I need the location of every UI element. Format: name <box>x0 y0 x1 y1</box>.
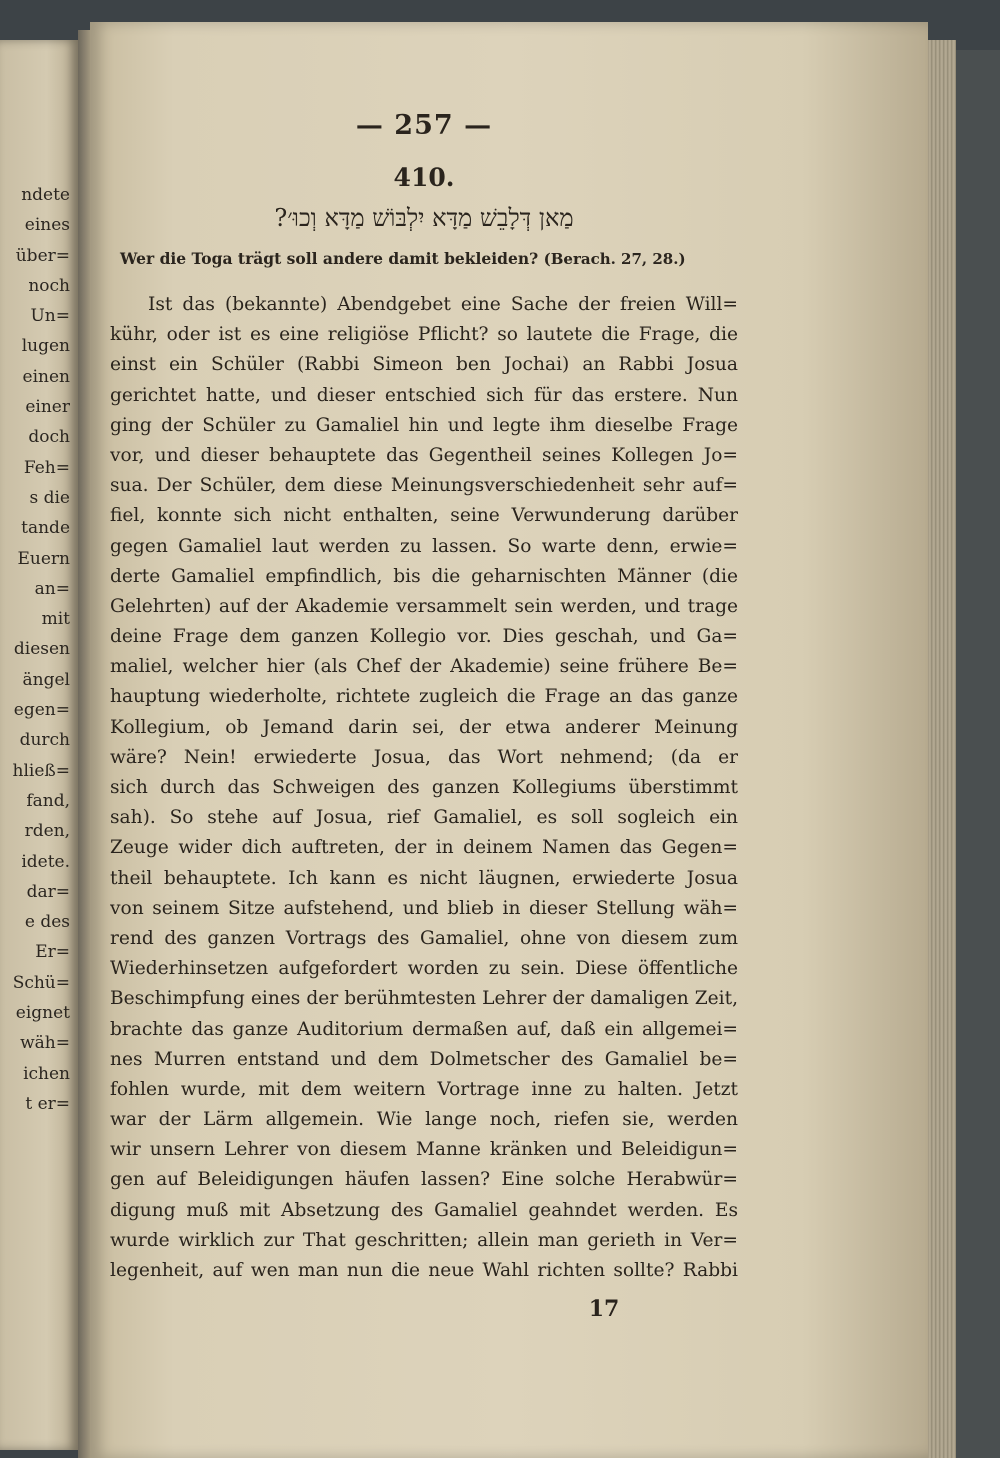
left-line: fand, <box>26 790 70 811</box>
left-page-text <box>0 180 70 1119</box>
left-line: Un= <box>30 306 70 327</box>
text-line: legenheit, auf wen man nun die neue Wahl richten sollte? Rabbi <box>110 1260 738 1281</box>
left-page <box>0 40 78 1450</box>
text-line: gegen Gamaliel laut werden zu lassen. So warte denn, erwie= <box>110 535 738 557</box>
book-cover <box>956 50 1000 1458</box>
text-line: kühr, oder ist es eine religiöse Pflicht? so lautete die Frage, die <box>110 324 738 346</box>
text-line: hauptung wiederholte, richtete zugleich die Frage an das ganze <box>110 686 738 708</box>
text-line: fiel, konnte sich nicht enthalten, seine Verwunderung darüber <box>110 505 738 527</box>
left-line: egen= <box>13 700 70 721</box>
left-line: ichen <box>23 1063 70 1084</box>
text-line: Zeuge wider dich auftreten, der in deinem Namen das Gegen= <box>110 837 738 859</box>
left-line: über= <box>15 245 70 266</box>
left-line: einen <box>22 366 70 387</box>
text-line: von seinem Sitze aufstehend, und blieb in dieser Stellung wäh= <box>110 897 738 919</box>
text-line: gen auf Beleidigungen häufen lassen? Eine solche Herabwür= <box>110 1169 738 1191</box>
hebrew-heading: מַאן דְּלָבֵשׁ מַדָּא יִלְבּוֹשׁ מַדָּא וְכוּ׳? <box>274 204 574 232</box>
text-line: maliel, welcher hier (als Chef der Akademie) seine frühere Be= <box>110 656 738 678</box>
text-line: war der Lärm allgemein. Wie lange noch, riefen sie, werden <box>110 1109 738 1131</box>
text-line: Wiederhinsetzen aufgefordert worden zu sein. Diese öffentliche <box>110 958 738 980</box>
signature-mark: 17 <box>588 1296 620 1323</box>
text-line: Beschimpfung eines der berühmtesten Lehrer der damaligen Zeit, <box>110 988 738 1010</box>
left-line: eignet <box>15 1003 70 1024</box>
left-line: einer <box>25 397 70 418</box>
left-line: dar= <box>26 881 70 902</box>
left-line: idete. <box>21 851 70 872</box>
text-line: nes Murren entstand und dem Dolmetscher des Gamaliel be= <box>110 1048 738 1070</box>
left-line: Schü= <box>12 972 70 993</box>
text-line: wir unsern Lehrer von diesem Manne kränken und Beleidigun= <box>110 1139 738 1161</box>
text-line: rend des ganzen Vortrags des Gamaliel, ohne von diesem zum <box>110 927 738 949</box>
left-line: lugen <box>21 336 70 357</box>
text-line: sich durch das Schweigen des ganzen Kollegiums überstimmt <box>110 777 738 798</box>
left-line: ängel <box>22 669 70 690</box>
question-text: Wer die Toga trägt soll andere damit bekleiden? <box>120 249 539 268</box>
text-line: Gelehrten) auf der Akademie versammelt sein werden, und trage <box>110 595 738 617</box>
text-line: ging der Schüler zu Gamaliel hin und legte ihm dieselbe Frage <box>110 414 738 436</box>
left-line: ndete <box>21 185 70 205</box>
entry-question <box>120 249 738 268</box>
left-line: doch <box>28 427 70 448</box>
left-line: mit <box>41 609 70 630</box>
text-line: Kollegium, ob Jemand darin sei, der etwa anderer Meinung <box>110 716 738 738</box>
text-line: Ist das (bekannte) Abendgebet eine Sache der freien Will= <box>148 294 738 315</box>
left-line: diesen <box>13 639 70 660</box>
text-line: brachte das ganze Auditorium dermaßen auf, daß ein allgemei= <box>110 1018 738 1040</box>
page-edges <box>928 40 956 1458</box>
entry-number: 410. <box>393 163 455 192</box>
left-line: tande <box>21 518 70 539</box>
body-text <box>110 290 738 1286</box>
left-line: Er= <box>35 942 70 963</box>
left-line: noch <box>28 275 70 296</box>
left-line: eines <box>24 215 70 236</box>
page-content <box>110 110 738 1322</box>
left-line: an= <box>34 578 70 599</box>
text-line: einst ein Schüler (Rabbi Simeon ben Jochai) an Rabbi Josua <box>110 354 738 376</box>
left-line: durch <box>19 730 70 751</box>
text-line: vor, und dieser behauptete das Gegentheil seines Kollegen Jo= <box>110 444 738 466</box>
left-line: Feh= <box>23 457 70 478</box>
text-line: fohlen wurde, mit dem weitern Vortrage inne zu halten. Jetzt <box>110 1078 738 1100</box>
text-line: sah). So stehe auf Josua, rief Gamaliel, es soll sogleich ein <box>110 807 738 829</box>
left-line: e des <box>24 912 70 933</box>
left-line: Euern <box>17 548 70 569</box>
left-line: s die <box>29 487 70 508</box>
text-line: deine Frage dem ganzen Kollegio vor. Dies geschah, und Ga= <box>110 626 738 648</box>
left-line: wäh= <box>20 1033 70 1054</box>
page-number: — 257 — <box>355 110 493 141</box>
text-line: derte Gamaliel empfindlich, bis die geharnischten Männer (die <box>110 565 738 587</box>
text-line: gerichtet hatte, und dieser entschied sich für das erstere. Nun <box>110 384 738 406</box>
left-line: rden, <box>24 821 70 842</box>
text-line: theil behauptete. Ich kann es nicht läugnen, erwiederte Josua <box>110 867 738 889</box>
talmud-reference: (Berach. 27, 28.) <box>543 250 686 268</box>
text-line: wäre? Nein! erwiederte Josua, das Wort nehmend; (da er <box>110 746 738 768</box>
text-line: sua. Der Schüler, dem diese Meinungsverschiedenheit sehr auf= <box>110 475 738 497</box>
text-line: digung muß mit Absetzung des Gamaliel geahndet werden. Es <box>110 1199 738 1221</box>
left-line: t er= <box>25 1093 70 1114</box>
left-line: hließ= <box>12 760 70 781</box>
text-line: wurde wirklich zur That geschritten; allein man gerieth in Ver= <box>110 1229 738 1251</box>
